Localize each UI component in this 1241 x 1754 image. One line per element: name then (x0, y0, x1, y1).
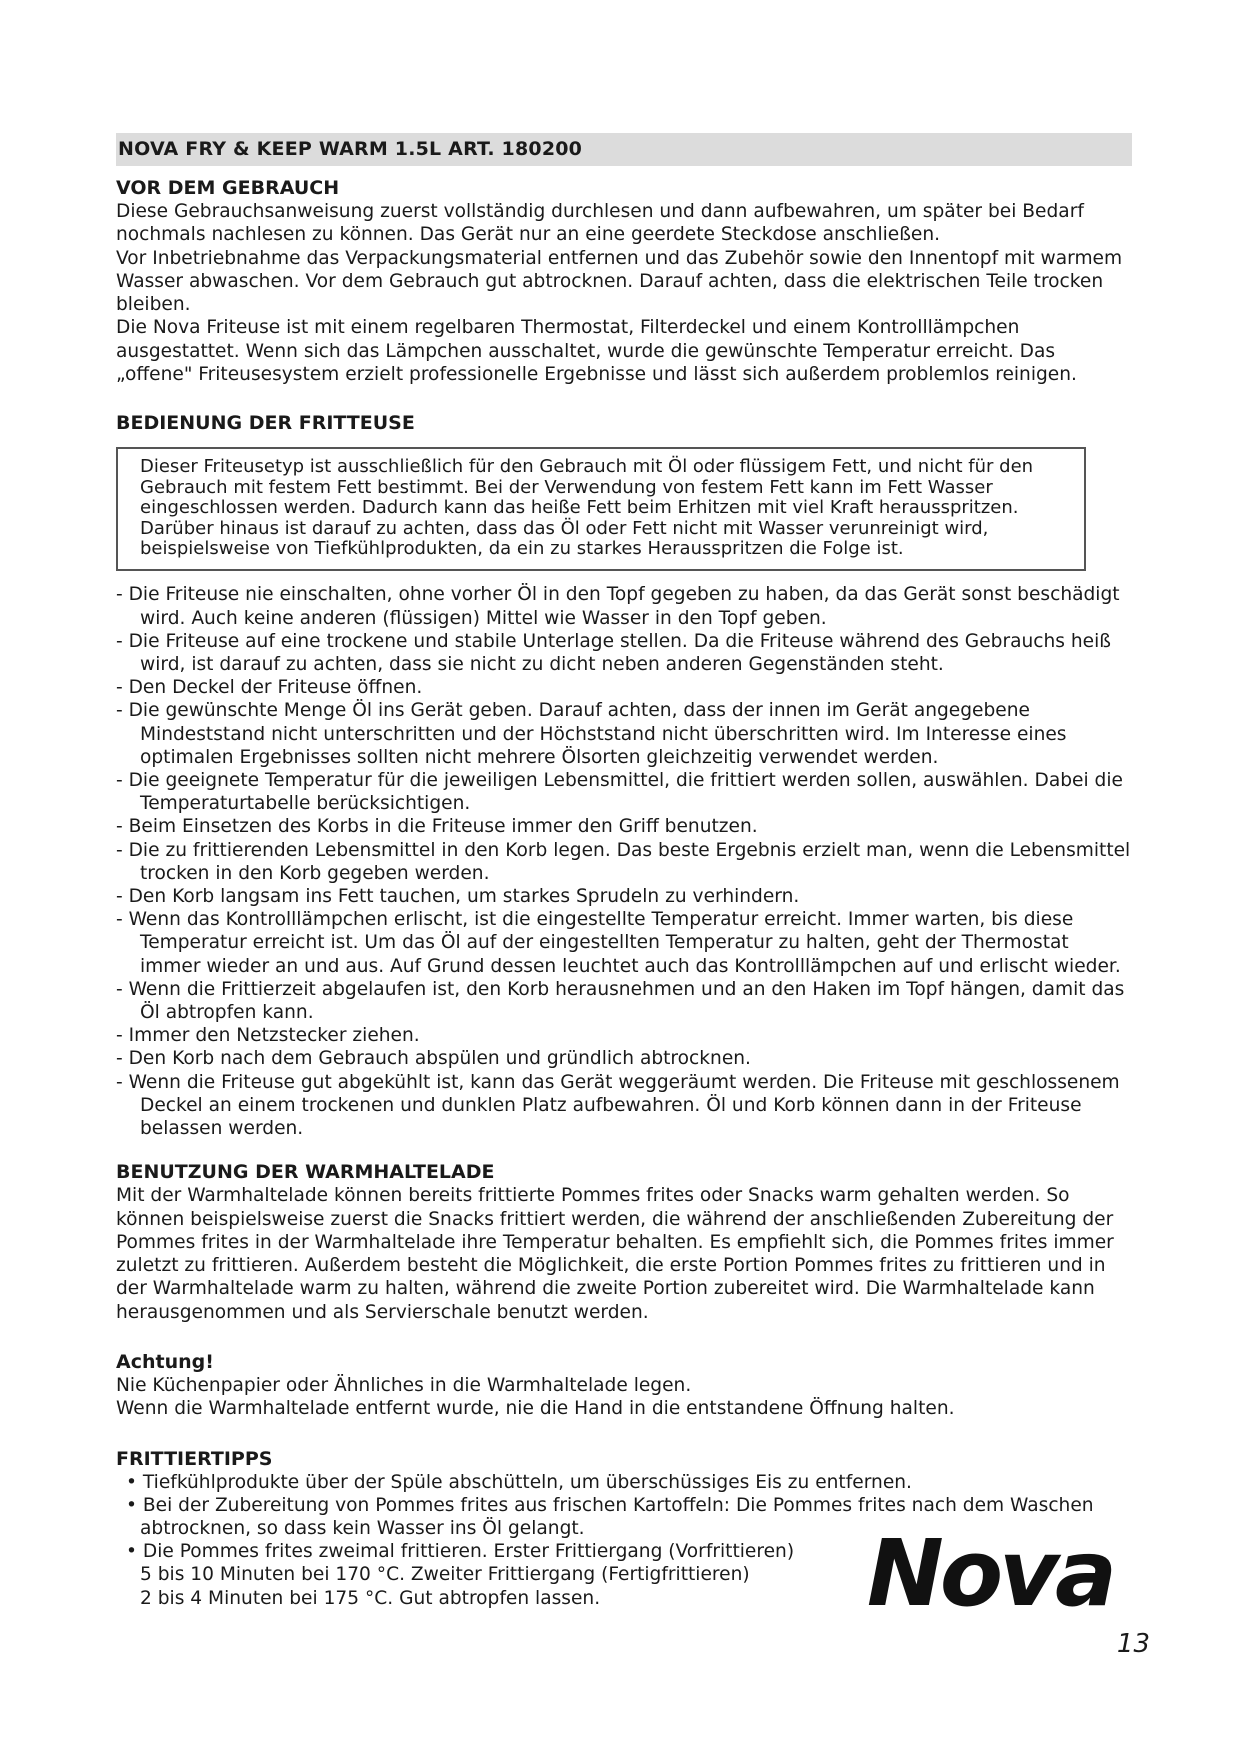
list-item: - Die Friteuse auf eine trockene und stabile Unterlage stellen. Da die Friteuse während des Gebrauchs heiß wird, ist darauf zu achten, dass sie nicht zu dicht neben anderen Gegenständen steht. (116, 630, 1111, 676)
list-item: - Wenn die Friteuse gut abgekühlt ist, kann das Gerät weggeräumt werden. Die Friteuse mit geschlossenem Deckel an einem trockenen und dunklen Platz aufbewahren. Öl und Korb können dann in der Friteuse belassen werden. (116, 1071, 1120, 1140)
warning-box (116, 447, 1086, 571)
paragraph: Vor Inbetriebnahme das Verpackungsmaterial entfernen und das Zubehör sowie den Innentopf mit warmem Wasser abwaschen. Vor dem Gebrauch gut abtrocknen. Darauf achten, dass die elektrischen Teile trocken bleiben. (116, 247, 1123, 316)
list-item: • Bei der Zubereitung von Pommes frites aus frischen Kartoffeln: Die Pommes frites nach dem Waschen abtrocknen, so dass kein Wasser ins Öl gelangt. (126, 1494, 1094, 1540)
list-item: - Die zu frittierenden Lebensmittel in den Korb legen. Das beste Ergebnis erzielt man, wenn die Lebensmittel trocken in den Korb gegeben werden. (116, 839, 1131, 884)
list-item: - Wenn das Kontrolllämpchen erlischt, ist die eingestellte Temperatur erreicht. Immer warten, bis diese Temperatur erreicht ist. Um das Öl auf der eingestellten Temperatur zu halten, geht der Thermostat immer wieder an und aus. Auf Grund dessen leuchtet auch das Kontrolllämpchen auf und erlischt wieder. (116, 909, 1121, 977)
paragraph: Nie Küchenpapier oder Ähnliches in die Warmhaltelade legen. (116, 1375, 692, 1397)
list-item: - Die Friteuse nie einschalten, ohne vorher Öl in den Topf gegeben zu haben, da das Gerät sonst beschädigt wird. Auch keine anderen (flüssigen) Mittel wie Wasser in den Topf geben. (116, 584, 1120, 629)
tip-line: • Die Pommes frites zweimal frittieren. Erster Frittiergang (Vorfrittieren) (126, 1541, 795, 1563)
heading-vor-dem-gebrauch: VOR DEM GEBRAUCH (116, 177, 340, 199)
list-item: - Wenn die Frittierzeit abgelaufen ist, den Korb herausnehmen und an den Haken im Topf hängen, damit das Öl abtropfen kann. (116, 978, 1125, 1024)
paragraph: Mit der Warmhaltelade können bereits frittierte Pommes frites oder Snacks warm gehalten werden. So können beispielsweise zuerst die Snacks frittiert werden, die während der anschließenden Zubereitung der Pommes frites in der Warmhaltelade ihre Temperatur behalten. Es empfiehlt sich, die Pommes frites immer zuletzt zu frittieren. Außerdem besteht die Möglichkeit, die erste Portion Pommes frites zu frittieren und in der Warmhaltelade warm zu halten, während die zweite Portion zubereitet wird. Die Warmhaltelade kann herausgenommen und als Servierschale benutzt werden. (116, 1185, 1114, 1323)
section-achtung (116, 1350, 1132, 1421)
heading-achtung: Achtung! (116, 1351, 214, 1374)
list-item: - Den Deckel der Friteuse öffnen. (116, 677, 423, 699)
section-bedienung (116, 411, 1132, 1140)
tip-line: 5 bis 10 Minuten bei 170 °C. Zweiter Frittiergang (Fertigfrittieren) (140, 1564, 750, 1586)
paragraph: Diese Gebrauchsanweisung zuerst vollständig durchlesen und dann aufbewahren, um später bei Bedarf nochmals nachlesen zu können. Das Gerät nur an eine geerdete Steckdose anschließen. (116, 201, 1084, 246)
operation-steps (116, 583, 1132, 1140)
paragraph: Die Nova Friteuse ist mit einem regelbaren Thermostat, Filterdeckel und einem Kontrolllämpchen ausgestattet. Wenn sich das Lämpchen ausschaltet, wurde die gewünschte Temperatur erreicht. Das „offene" Friteusesystem erzielt professionelle Ergebnisse und lässt sich außerdem problemlos reinigen. (116, 317, 1077, 386)
section-warmhaltelade (116, 1160, 1132, 1324)
manual-page (116, 133, 1132, 1610)
nova-logo (840, 1533, 1145, 1623)
paragraph: Wenn die Warmhaltelade entfernt wurde, nie die Hand in die entstandene Öffnung halten. (116, 1398, 955, 1420)
heading-frittiertipps: FRITTIERTIPPS (116, 1447, 273, 1470)
list-item: - Die geeignete Temperatur für die jeweiligen Lebensmittel, die frittiert werden sollen, auswählen. Dabei die Temperaturtabelle berücksichtigen. (116, 770, 1123, 815)
section-vor-dem-gebrauch (116, 176, 1132, 386)
nova-logo-text: Nova (866, 1533, 1114, 1623)
heading-warmhaltelade: BENUTZUNG DER WARMHALTELADE (116, 1161, 495, 1184)
heading-bedienung: BEDIENUNG DER FRITTEUSE (116, 412, 415, 435)
list-item: - Beim Einsetzen des Korbs in die Friteuse immer den Griff benutzen. (116, 816, 758, 838)
product-title-bar: NOVA FRY & KEEP WARM 1.5L ART. 180200 (116, 133, 1132, 166)
warning-text: Dieser Friteusetyp ist ausschließlich für den Gebrauch mit Öl oder flüssigem Fett, und nicht für den Gebrauch mit festem Fett bestimmt. Bei der Verwendung von festem Fett kann im Fett Wasser eingeschlossen werden. Dadurch kann das heiße Fett beim Erhitzen mit viel Kraft herausspritzen. Darüber hinaus ist darauf zu achten, dass das Öl oder Fett nicht mit Wasser verunreinigt wird, beispielsweise von Tiefkühlprodukten, da ein zu starkes Herausspritzen die Folge ist. (140, 456, 1034, 559)
tip-line: 2 bis 4 Minuten bei 175 °C. Gut abtropfen lassen. (140, 1587, 601, 1609)
list-item: • Tiefkühlprodukte über der Spüle abschütteln, um überschüssiges Eis zu entfernen. (126, 1471, 912, 1493)
list-item: - Die gewünschte Menge Öl ins Gerät geben. Darauf achten, dass der innen im Gerät angegebene Mindeststand nicht unterschritten und der Höchststand nicht überschritten wird. Im Interesse eines optimalen Ergebnisses sollten nicht mehrere Ölsorten gleichzeitig verwendet werden. (116, 700, 1067, 768)
page-number: 13 (1116, 1629, 1150, 1659)
list-item: - Den Korb langsam ins Fett tauchen, um starkes Sprudeln zu verhindern. (116, 886, 800, 908)
list-item: - Immer den Netzstecker ziehen. (116, 1025, 420, 1047)
list-item: - Den Korb nach dem Gebrauch abspülen und gründlich abtrocknen. (116, 1048, 751, 1070)
